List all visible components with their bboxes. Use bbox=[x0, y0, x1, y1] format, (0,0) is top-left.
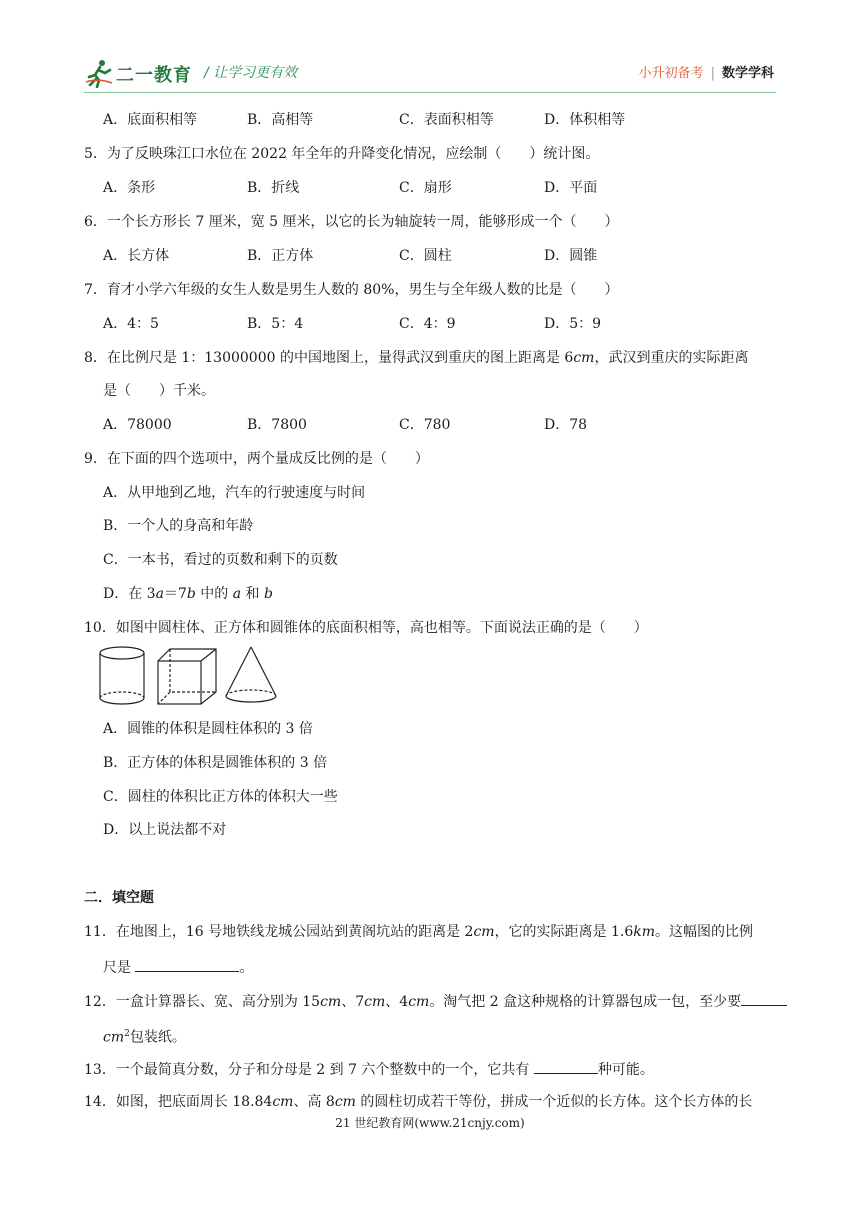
site-logo bbox=[84, 58, 194, 88]
cylinder-shape bbox=[100, 647, 144, 704]
q6-option-b: B．正方体 bbox=[247, 248, 314, 264]
q5-option-d: D．平面 bbox=[544, 180, 598, 196]
page-header bbox=[0, 0, 860, 100]
q4-option-d: D．体积相等 bbox=[544, 112, 626, 128]
q12-line2-text: 包装纸。 bbox=[129, 1029, 186, 1046]
q14-stem bbox=[84, 1093, 752, 1111]
q4-option-c: C．表面积相等 bbox=[399, 112, 494, 128]
q9-var-a-2: a bbox=[232, 586, 242, 602]
q6-option-d: D．圆锥 bbox=[544, 248, 598, 264]
q12-part2: 、7 bbox=[341, 994, 365, 1010]
q9-option-b: B．一个人的身高和年龄 bbox=[103, 518, 254, 534]
q11-line2-text: 尺是 bbox=[103, 960, 136, 976]
q7-option-b: B．5：4 bbox=[247, 316, 304, 332]
slogan: / 让学习更有效 bbox=[204, 65, 298, 81]
q8-stem-part2: ，武汉到重庆的实际距离 bbox=[594, 350, 749, 366]
q8-stem-part1: 8．在比例尺是 1：13000000 的中国地图上，量得武汉到重庆的图上距离是 6 bbox=[84, 350, 574, 366]
runner-icon bbox=[84, 58, 114, 88]
subject-label: 数学学科 bbox=[721, 66, 774, 81]
q4-option-b: B．高相等 bbox=[247, 112, 314, 128]
q8-unit-cm: cm bbox=[573, 350, 595, 366]
q6-stem: 6．一个长方形长 7 厘米，宽 5 厘米，以它的长为轴旋转一周，能够形成一个（ ） bbox=[84, 214, 619, 230]
q10-option-a: A．圆锥的体积是圆柱体积的 3 倍 bbox=[103, 721, 313, 737]
q4-option-a: A．底面积相等 bbox=[103, 112, 198, 128]
q14-unit-1: cm bbox=[272, 1094, 294, 1110]
q11-part1: 11．在地图上，16 号地铁线龙城公园站到黄阁坑站的距离是 2 bbox=[84, 924, 474, 940]
q11-part3: 。这幅图的比例 bbox=[655, 924, 754, 940]
q12-part4: 。淘气把 2 盒这种规格的计算器包成一包，至少要 bbox=[429, 994, 742, 1010]
q10-option-b: B．正方体的体积是圆锥体积的 3 倍 bbox=[103, 755, 328, 771]
q14-part2: 、高 8 bbox=[293, 1094, 335, 1110]
q9-option-a: A．从甲地到乙地，汽车的行驶速度与时间 bbox=[103, 485, 366, 501]
q10-stem: 10．如图中圆柱体、正方体和圆锥体的底面积相等，高也相等。下面说法正确的是（ ） bbox=[84, 620, 648, 636]
q6-option-a: A．长方体 bbox=[103, 248, 170, 264]
q11-unit-cm: cm bbox=[473, 924, 495, 940]
q11-unit-km: km bbox=[633, 924, 656, 940]
q13-part2: 种可能。 bbox=[597, 1062, 654, 1078]
q5-option-c: C．扇形 bbox=[399, 180, 452, 196]
q13-part1: 13．一个最简真分数，分子和分母是 2 到 7 六个整数中的一个，它共有 bbox=[84, 1062, 534, 1078]
header-divider-line bbox=[84, 92, 776, 93]
q7-option-c: C．4：9 bbox=[399, 316, 456, 332]
q10-solids-figure bbox=[99, 645, 311, 707]
q12-part1: 12．一盒计算器长、宽、高分别为 15 bbox=[84, 994, 321, 1010]
q5-option-b: B．折线 bbox=[247, 180, 300, 196]
q9-stem: 9．在下面的四个选项中，两个量成反比例的是（ ） bbox=[84, 451, 429, 467]
q10-option-d: D．以上说法都不对 bbox=[103, 822, 227, 838]
q12-answer-blank[interactable] bbox=[741, 991, 787, 1006]
q12-unit-sup: 2 bbox=[124, 1029, 130, 1039]
q8-stem-line2: 是（ ）千米。 bbox=[103, 383, 215, 399]
q5-stem: 5．为了反映珠江口水位在 2022 年全年的升降变化情况，应绘制（ ）统计图。 bbox=[84, 146, 600, 162]
q12-unit-1: cm bbox=[320, 994, 342, 1010]
q6-option-c: C．圆柱 bbox=[399, 248, 452, 264]
cube-shape bbox=[158, 649, 216, 704]
cone-shape bbox=[226, 647, 276, 702]
q14-unit-2: cm bbox=[334, 1094, 356, 1110]
q7-option-a: A．4：5 bbox=[103, 316, 159, 332]
q5-option-a: A．条形 bbox=[103, 180, 156, 196]
q12-line2 bbox=[103, 1025, 186, 1047]
exam-label: 小升初备考 bbox=[638, 66, 704, 81]
q8-option-b: B．7800 bbox=[247, 417, 307, 433]
q11-answer-blank[interactable] bbox=[135, 957, 239, 972]
q10-option-c: C．圆柱的体积比正方体的体积大一些 bbox=[103, 789, 338, 805]
q12-part3: 、4 bbox=[385, 994, 409, 1010]
section-fill-in-title: 二．填空题 bbox=[84, 890, 154, 906]
page-footer: 21 世纪教育网(www.21cnjy.com) bbox=[335, 1116, 525, 1130]
q9-option-d bbox=[103, 585, 273, 603]
q14-part1: 14．如图，把底面周长 18.84 bbox=[84, 1094, 273, 1110]
q11-line2 bbox=[103, 957, 253, 977]
q8-option-d: D．78 bbox=[544, 417, 588, 433]
q9-option-d-part1: D．在 3 bbox=[103, 586, 156, 602]
q11-part2: ，它的实际距离是 1.6 bbox=[494, 924, 634, 940]
q13-stem bbox=[84, 1059, 654, 1079]
q12-unit-cm: cm bbox=[103, 1029, 125, 1046]
q9-option-d-part4: 和 bbox=[241, 586, 265, 602]
header-divider: | bbox=[710, 66, 715, 81]
q12-unit-3: cm bbox=[408, 994, 430, 1010]
q11-line2-end: 。 bbox=[239, 960, 254, 976]
q8-option-c: C．780 bbox=[399, 417, 451, 433]
q12-stem bbox=[84, 991, 787, 1011]
q11-stem bbox=[84, 923, 753, 941]
q13-answer-blank[interactable] bbox=[534, 1059, 598, 1074]
q9-option-d-part2: ＝7 bbox=[163, 586, 187, 602]
q9-option-d-part3: 中的 bbox=[195, 586, 233, 602]
q8-stem bbox=[84, 349, 748, 367]
q9-var-b: b bbox=[186, 586, 196, 602]
q9-var-a: a bbox=[155, 586, 164, 602]
q7-stem: 7．育才小学六年级的女生人数是男生人数的 80%，男生与全年级人数的比是（ ） bbox=[84, 282, 619, 298]
logo-text: 二一教育 bbox=[116, 65, 192, 86]
header-subject-info bbox=[639, 62, 774, 81]
q9-option-c: C．一本书，看过的页数和剩下的页数 bbox=[103, 552, 338, 568]
q9-var-b-2: b bbox=[264, 586, 273, 602]
q12-unit-2: cm bbox=[364, 994, 386, 1010]
q8-option-a: A．78000 bbox=[103, 417, 172, 433]
q14-part3: 的圆柱切成若干等份，拼成一个近似的长方体。这个长方体的长 bbox=[355, 1094, 753, 1110]
q7-option-d: D．5：9 bbox=[544, 316, 602, 332]
